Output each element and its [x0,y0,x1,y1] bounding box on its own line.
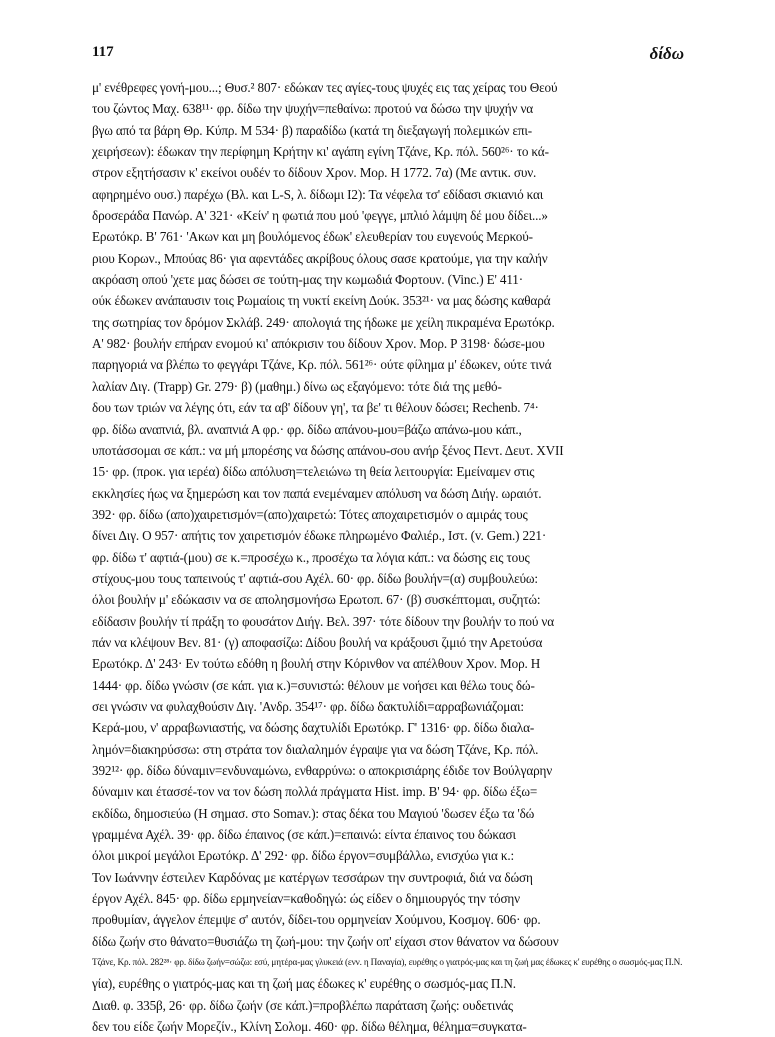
text-line: δροσεράδα Πανώρ. Α' 321· «Κείν' η φωτιά που μού 'φεγγε, μπλιό λάμψη δέ μου δίδει...» [92,208,548,224]
text-line: πάν να κλέψουν Βεν. 81· (γ) αποφασίζω: Δίδου βουλή να κράξουσι ζιμιό την Αρετούσα [92,634,543,650]
text-line: βγω από τα βάρη Θρ. Κύπρ. Μ 534· β) παραδίδω (κατά τη διεξαγωγή πολεμικών επι- [92,122,533,138]
text-line: έργον Αχέλ. 845· φρ. δίδω ερμηνείαν=καθοδηγώ: ώς είδεν ο δημιουργός την τόσην [92,891,520,907]
text-line: παρηγοριά να βλέπω το φεγγάρι Τζάνε, Κρ. πόλ. 561²⁶· ούτε φίλημα μ' έδωκεν, ούτε τινά [92,357,552,373]
text-line: Ερωτόκρ. Δ' 243· Εν τούτω εδόθη η βουλή στην Κόρινθον να απέλθουν Χρον. Μορ. Η [92,656,541,672]
text-line: Ερωτόκρ. Β' 761· 'Ακων και μη βουλόμενος έδωκ' ελευθερίαν του ευγενούς Μερκού- [92,229,533,245]
text-line: φρ. δίδω τ' αφτιά-(μου) σε κ.=προσέχω κ., προσέχω τα λόγια κάπ.: να δώσης εις τους [92,549,530,565]
text-line: μ' ενέθρεφες γονή-μου...; Θυσ.² 807· εδώκαν τες αγίες-τους ψυχές εις τας χείρας του Θεού [92,80,558,95]
text-line: προθυμίαν, άγγελον έπεμψε σ' αυτόν, δίδει-του ορμηνείαν Χούμνου, Κοσμογ. 606· φρ. [92,912,541,928]
text-line: Διαθ. φ. 335β, 26· φρ. δίδω ζωήν (σε κάπ.)=προβλέπω παράταση ζωής: ουδετινάς [92,997,513,1013]
text-line: Τον Ιωάννην έστειλεν Καρδόνας με κατέργων τεσσάρων την συντροφιά, διά να δώση [92,869,533,885]
text-line: στίχους-μου τους ταπεινούς τ' αφτιά-σου Αχέλ. 60· φρ. δίδω βουλήν=(α) συμβουλεύω: [92,570,538,586]
text-line: γία), ευρέθης ο γιατρός-μας και τη ζωή μας έδωκες κ' ευρέθης ο σωσμός-μας Π.Ν. [92,976,516,992]
page-header [92,44,684,70]
text-line: ριου Κορων., Μπούας 86· για αφεντάδες ακρίβους όλους σασε κρατούμε, για την καλήν [92,250,548,266]
text-line: λαλίαν Διγ. (Trapp) Gr. 279· β) (μαθημ.) δίνω ως εξαγόμενο: τότε διά της μεθό- [92,378,502,394]
text-line: 1444· φρ. δίδω γνώσιν (σε κάπ. για κ.)=συνιστώ: θέλουν με νοήσει και θέλω τους δώ- [92,677,535,693]
page-number: 117 [92,44,114,60]
text-line: σει γνώσιν να φυλαχθούσιν Διγ. 'Ανδρ. 354¹⁷· φρ. δίδω δακτυλίδι=αρραβωνιάζομαι: [92,698,524,714]
text-line: 392¹²· φρ. δίδω δύναμιν=ενδυναμώνω, ενθαρρύνω: ο αποκρισιάρης έδιδε τον Βούλγαρην [92,763,553,778]
text-line: του ζώντος Μαχ. 638¹¹· φρ. δίδω την ψυχήν=πεθαίνω: προτού να δώσω την ψυχήν να [92,101,534,117]
text-line: εδίδασιν βουλήν τί πράξη το φουσάτον Διήγ. Βελ. 397· τότε δίδουν την βουλήν το πού να [92,613,554,629]
text-line: φρ. δίδω αναπνιά, βλ. αναπνιά Α φρ.· φρ. δίδω απάνου-μου=βάζω απάνω-μου κάπ., [92,421,522,437]
text-line: δίδω ζωήν στο θάνατο=θυσιάζω τη ζωή-μου: την ζωήν οπ' είχασι στον θάνατον να δώσουν [92,933,559,949]
text-line: Τζάνε, Κρ. πόλ. 282²⁸· φρ. δίδω ζωήν=σώζω: εσύ, μητέρα-μας γλυκειά (ενν. η Παναγία), ευρέθης ο γιατρός-μας και τη ζωή μας έδωκες κ' ευρέθης ο σωσμός-μας Π.Ν. [92,957,683,968]
text-line: στρον εξητήσασιν κ' εκείνοι ουδέν το δίδουν Χρον. Μορ. Η 1772. 7α) (Με αντικ. συν. [92,165,537,181]
text-line: όλοι μικροί μεγάλοι Ερωτόκρ. Δ' 292· φρ. δίδω έργον=συμβάλλω, ενισχύω για κ.: [92,848,515,864]
text-line: λημόν=διακηρύσσω: στη στράτα τον διαλαλημόν έγραψε για να δώση Τζάνε, Κρ. πόλ. [92,741,539,757]
text-line: αφηρημένο ουσ.) παρέχω (Βλ. και L-S, λ. δίδωμι I2): Τα νέφελα τσ' εδίδασι σκιανιό και [92,186,544,202]
running-headword: δίδω [649,44,684,63]
text-line: υποτάσσομαι σε κάπ.: να μή μπορέσης να δώσης απάνου-σου ανήρ ξένος Πεντ. Δευτ. XVII [92,442,564,458]
text-line: 392· φρ. δίδω (απο)χαιρετισμόν=(απο)χαιρετώ: Τότες αποχαιρετισμόν ο αμιράς τους [92,506,528,522]
text-line: γραμμένα Αχέλ. 39· φρ. δίδω έπαινος (σε κάπ.)=επαινώ: είντα έπαινος του δώκασι [92,827,516,843]
text-line: ούκ έδωκεν ανάπαυσιν τοις Ρωμαίοις τη νυκτί εκείνη Δούκ. 353²¹· να μας δώσης καθαρά [92,293,551,309]
text-line: χειρήσεων): έδωκαν την περίφημη Κρήτην κι' αγάπη εγίνη Τζάνε, Κρ. πόλ. 560²⁶· το κά- [92,144,549,160]
text-line: εκδίδω, δημοσιεύω (Η σημασ. στο Somav.): στας δέκα του Μαγιού 'δωσεν έξω τα 'δώ [92,805,535,821]
text-line: 15· φρ. (προκ. για ιερέα) δίδω απόλυση=τελειώνω τη θεία λειτουργία: Εμείναμεν στις [92,464,535,480]
text-line: δεν του είδε ζωήν Μορεζίν., Κλίνη Σολομ. 460· φρ. δίδω θέλημα, θέλημα=συγκατα- [92,1019,527,1035]
text-line: δου των τριών να λέγης ότι, εάν τα αβ' δίδουν γη', τα βε' τι θέλουν δώσει; Rechenb. 7⁴· [92,400,539,416]
text-line: Κερά-μου, ν' αρραβωνιαστής, να δώσης δαχτυλίδι Ερωτόκρ. Γ' 1316· φρ. δίδω διαλα- [92,720,535,736]
text-line: ακρόαση οπού 'χετε μας δώσει σε τούτη-μας την κωμωδιά Φορτουν. (Vinc.) Ε' 411· [92,272,523,288]
text-line: Α' 982· βουλήν επήραν ενομού κι' απόκρισιν του δίδουν Χρον. Μορ. Ρ 3198· δώσε-μου [92,336,545,352]
entry-body [92,77,684,1037]
text-line: της σωτηρίας τον δρόμον Σκλάβ. 249· απολογιά της ήδωκε με χείλη πικραμένα Ερωτόκρ. [92,314,555,330]
text-line: όλοι βουλήν μ' εδώκασιν να σε απολησμονήσω Ερωτοπ. 67· (β) συσκέπτομαι, συζητώ: [92,592,541,608]
text-line: δύναμιν και έτασσέ-τον να τον δώση πολλά πράγματα Hist. imp. Β' 94· φρ. δίδω έξω= [92,784,538,800]
text-line: εκκλησίες ήως να ξημερώση και τον παπά ενεμέναμεν απόλυση να δώση Διήγ. ωραιότ. [92,485,542,501]
text-line: δίνει Διγ. Ο 957· απήτις τον χαιρετισμόν έδωκε πληρωμένο Φαλιέρ., Ιστ. (v. Gem.) 221· [92,528,547,544]
